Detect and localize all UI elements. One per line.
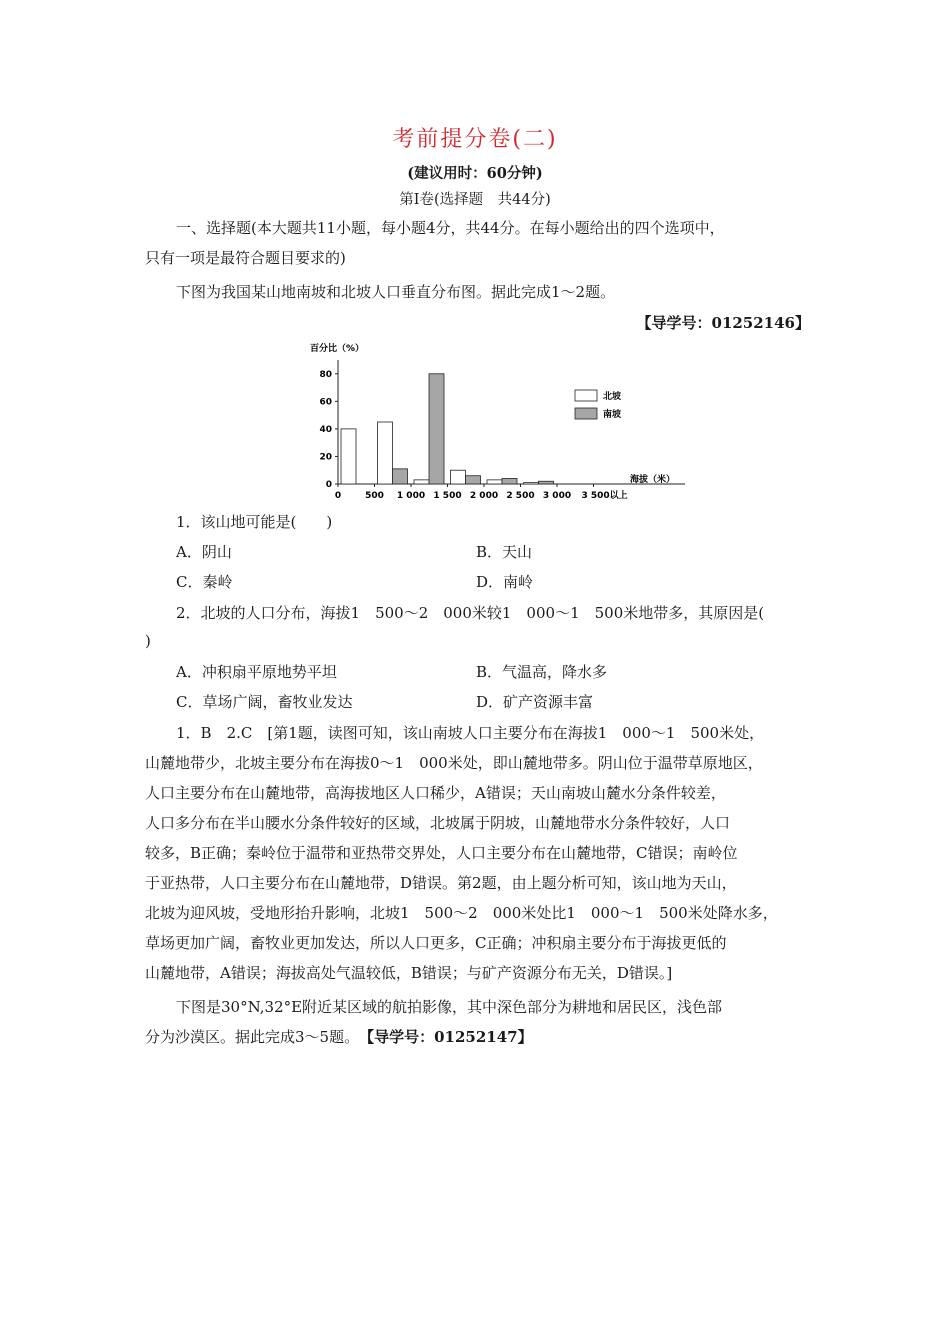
y-tick-label: 20 — [319, 452, 332, 463]
question-1-option-b: B．天山 — [476, 543, 533, 561]
x-tick-label: 1 000 — [396, 491, 426, 501]
page-title: 考前提分卷(二) — [392, 127, 558, 152]
question-1-option-a: A．阴山 — [176, 543, 232, 561]
question-1-option-d: D．南岭 — [476, 573, 534, 591]
x-tick-label: 2 000 — [469, 491, 499, 501]
answer-line-2: 山麓地带少，北坡主要分布在海拔0～1 000米处，即山麓地带多。阴山位于温带草原地区， — [145, 754, 763, 772]
bar-north-2000-2500 — [487, 480, 502, 484]
intro-q1-2: 下图为我国某山地南坡和北坡人口垂直分布图。据此完成1～2题。 — [176, 283, 616, 301]
intro-q3-5-line-2 — [145, 1026, 533, 1047]
guide-number-2: 【导学号：01252147】 — [366, 1028, 533, 1046]
question-2-stem-line-1: 2．北坡的人口分布，海拔1 500～2 000米较1 000～1 500米地带多，其原因是( — [176, 604, 765, 622]
instructions-line-1: 一、选择题(本大题共11小题，每小题4分，共44分。在每小题给出的四个选项中， — [176, 219, 725, 237]
x-tick-label: 3 500以上 — [581, 491, 628, 501]
section-heading: 第Ⅰ卷(选择题 共44分) — [399, 192, 551, 208]
suggested-time: (建议用时：60分钟) — [407, 165, 543, 182]
question-2-option-a: A．冲积扇平原地势平坦 — [176, 663, 337, 681]
question-2-option-d: D．矿产资源丰富 — [476, 693, 594, 711]
x-axis-title: 海拔（米） — [630, 475, 676, 485]
bar-north-1000-1500 — [414, 480, 429, 484]
answer-line-5: 较多，B正确；秦岭位于温带和亚热带交界处，人口主要分布在山麓地带，C错误；南岭位 — [145, 844, 738, 862]
bar-north-500-1000 — [378, 422, 393, 484]
guide-number-1: 【导学号：01252146】 — [636, 314, 810, 332]
y-tick-label: 0 — [325, 480, 332, 490]
bar-south-1000-1500 — [429, 374, 444, 484]
bar-north-1500-2000 — [451, 470, 466, 484]
answer-line-6: 于亚热带，人口主要分布在山麓地带，D错误。第2题，由上题分析可知，该山地为天山， — [145, 874, 737, 892]
bar-south-2500-3000 — [539, 481, 554, 484]
legend-label-north: 北坡 — [603, 392, 622, 402]
x-tick-label: 3 000 — [542, 491, 572, 501]
intro-q3-5-line-1: 下图是30°N,32°E附近某区域的航拍影像，其中深色部分为耕地和居民区，浅色部 — [176, 998, 723, 1016]
intro-q3-5-text: 分为沙漠区。据此完成3～5题。 — [145, 1028, 367, 1046]
bar-south-500-1000 — [393, 469, 408, 484]
question-1-stem: 1．该山地可能是( ) — [176, 513, 333, 531]
answer-line-8: 草场更加广阔，畜牧业更加发达，所以人口更多，C正确；冲积扇主要分布于海拔更低的 — [145, 934, 727, 952]
answer-line-4: 人口多分布在半山腰水分条件较好的区域，北坡属于阴坡，山麓地带水分条件较好，人口 — [145, 814, 731, 832]
y-tick-label: 40 — [319, 424, 332, 435]
answer-line-3: 人口主要分布在山麓地带，高海拔地区人口稀少，A错误；天山南坡山麓水分条件较差， — [145, 784, 726, 802]
legend-swatch-north — [575, 390, 597, 401]
population-vertical-distribution-chart — [300, 338, 690, 503]
legend-swatch-south — [575, 408, 597, 419]
x-tick-label: 2 500 — [506, 491, 535, 501]
question-2-option-c: C．草场广阔，畜牧业发达 — [176, 693, 353, 711]
bar-north-0-500 — [341, 429, 356, 484]
question-2-option-b: B．气温高，降水多 — [476, 663, 608, 681]
y-tick-label: 80 — [319, 369, 332, 380]
answer-line-7: 北坡为迎风坡，受地形抬升影响，北坡1 500～2 000米处比1 000～1 500米处降水多， — [145, 904, 778, 922]
bar-south-2000-2500 — [502, 478, 517, 484]
y-axis-title: 百分比（%） — [310, 344, 365, 354]
y-tick-label: 60 — [319, 397, 332, 408]
bar-south-1500-2000 — [466, 476, 481, 484]
bar-north-2500-3000 — [524, 483, 539, 484]
x-tick-label: 1 500 — [433, 491, 462, 501]
question-1-option-c: C．秦岭 — [176, 573, 233, 591]
x-tick-label: 500 — [365, 491, 384, 501]
answer-line-9: 山麓地带，A错误；海拔高处气温较低，B错误；与矿产资源分布无关，D错误。] — [145, 964, 673, 982]
instructions-line-2: 只有一项是最符合题目要求的) — [145, 249, 346, 267]
x-tick-label: 0 — [334, 491, 342, 501]
answer-line-1: 1．B 2.C [第1题，读图可知，该山南坡人口主要分布在海拔1 000～1 500米处， — [176, 724, 765, 742]
question-2-stem-line-2: ) — [145, 632, 151, 650]
legend-label-south: 南坡 — [603, 410, 622, 420]
chart-legend — [575, 390, 622, 420]
